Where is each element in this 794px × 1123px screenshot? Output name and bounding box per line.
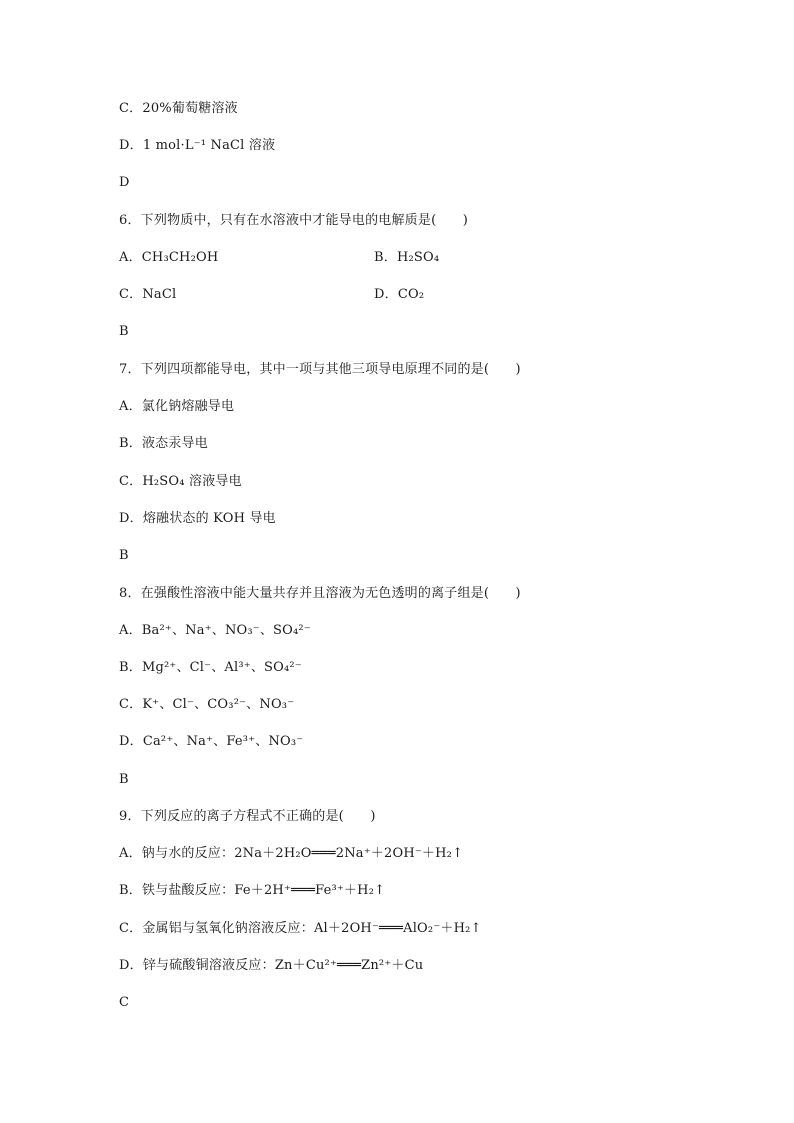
question-6: 6．下列物质中，只有在水溶液中才能导电的电解质是( ) — [119, 213, 469, 228]
option-q8-b: B．Mg²⁺、Cl⁻、Al³⁺、SO₄²⁻ — [119, 660, 302, 675]
question-7: 7．下列四项都能导电，其中一项与其他三项导电原理不同的是( ) — [119, 362, 521, 377]
option-q7-b: B．液态汞导电 — [119, 436, 208, 451]
option-q6-d: D．CO₂ — [374, 287, 425, 302]
option-q9-b: B．铁与盐酸反应：Fe＋2H⁺═══Fe³⁺＋H₂↑ — [119, 883, 386, 898]
option-q6-b: B．H₂SO₄ — [374, 250, 440, 265]
option-q9-a: A．钠与水的反应：2Na＋2H₂O═══2Na⁺＋2OH⁻＋H₂↑ — [119, 846, 464, 861]
option-q8-a: A．Ba²⁺、Na⁺、NO₃⁻、SO₄²⁻ — [119, 623, 311, 638]
option-q8-d: D．Ca²⁺、Na⁺、Fe³⁺、NO₃⁻ — [119, 734, 304, 749]
question-9: 9．下列反应的离子方程式不正确的是( ) — [119, 809, 376, 824]
option-q8-c: C．K⁺、Cl⁻、CO₃²⁻、NO₃⁻ — [119, 697, 295, 712]
option-q6-a: A．CH₃CH₂OH — [119, 250, 219, 265]
option-q5-c: C．20%葡萄糖溶液 — [119, 101, 238, 116]
answer-q9: C — [119, 995, 130, 1010]
option-q7-a: A．氯化钠熔融导电 — [119, 399, 235, 414]
question-8: 8．在强酸性溶液中能大量共存并且溶液为无色透明的离子组是( ) — [119, 586, 521, 601]
option-q6-c: C．NaCl — [119, 287, 177, 302]
answer-q8: B — [119, 772, 129, 787]
option-q7-d: D．熔融状态的 KOH 导电 — [119, 511, 276, 526]
option-q9-c: C．金属铝与氢氧化钠溶液反应：Al＋2OH⁻═══AlO₂⁻＋H₂↑ — [119, 921, 482, 936]
answer-q7: B — [119, 548, 129, 563]
answer-q5: D — [119, 175, 130, 190]
option-q9-d: D．锌与硫酸铜溶液反应：Zn＋Cu²⁺═══Zn²⁺＋Cu — [119, 958, 424, 973]
option-q5-d: D．1 mol·L⁻¹ NaCl 溶液 — [119, 138, 276, 153]
answer-q6: B — [119, 324, 129, 339]
option-q7-c: C．H₂SO₄ 溶液导电 — [119, 474, 242, 489]
